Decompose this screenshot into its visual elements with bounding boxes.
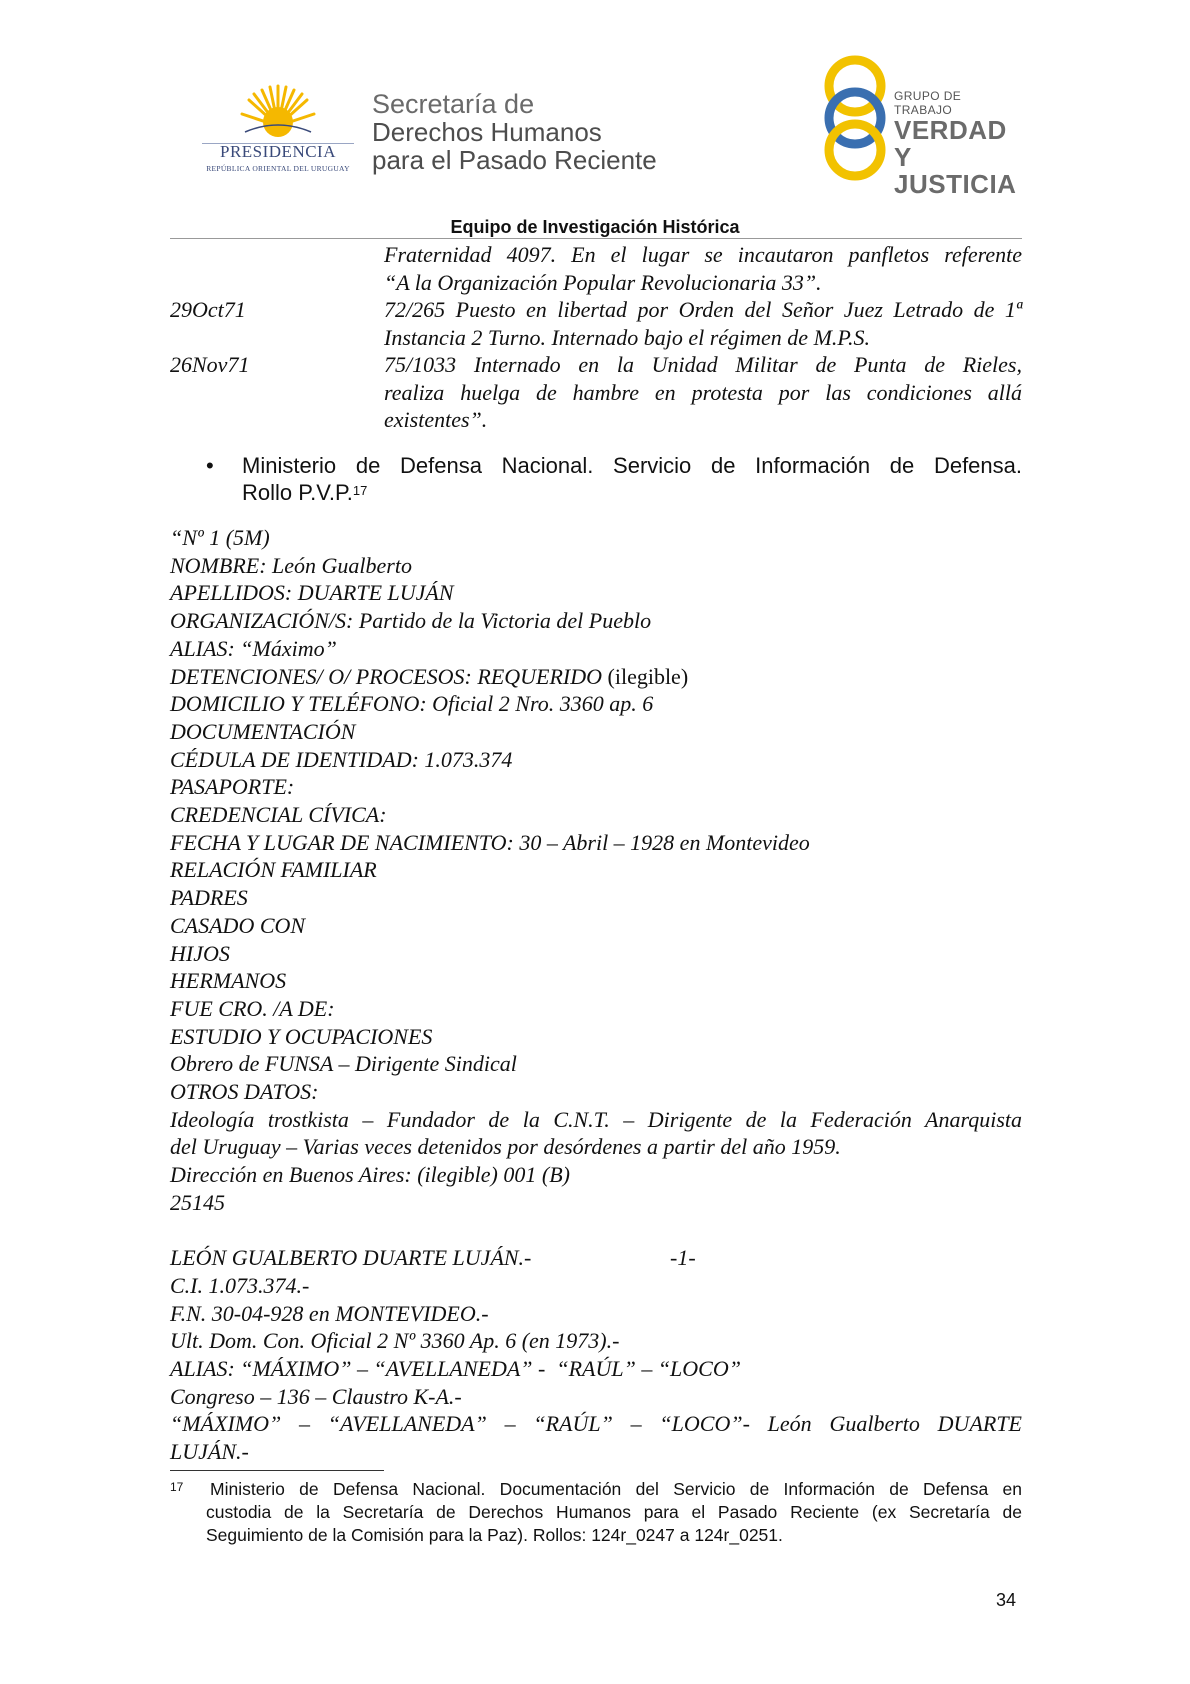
footnote-line: Ministerio de Defensa Nacional. Documentación del Servicio de Información de Defensa en: [210, 1479, 1022, 1499]
bullet-marker: •: [206, 453, 214, 478]
footnote-line: custodia de la Secretaría de Derechos Humanos para el Pasado Reciente (ex Secretaría de: [206, 1502, 1022, 1522]
record-line: CREDENCIAL CÍVICA:: [170, 802, 387, 828]
card2-line: Congreso – 136 – Claustro K-A.-: [170, 1383, 462, 1409]
secretaria-line-1: Secretaría de: [372, 89, 535, 119]
section-heading: Equipo de Investigación Histórica: [450, 217, 740, 237]
grupo-trabajo-label: GRUPO DE TRABAJO: [894, 89, 962, 117]
record-line: DOMICILIO Y TELÉFONO: Oficial 2 Nro. 3360 ap. 6: [170, 691, 654, 717]
record-line: Ideología trostkista – Fundador de la C.N.T. – Dirigente de la Federación Anarquista: [170, 1106, 1022, 1132]
record-line: “Nº 1 (5M): [170, 525, 270, 550]
card2-name: LEÓN GUALBERTO DUARTE LUJÁN.-: [170, 1245, 532, 1271]
entry-line: Fraternidad 4097. En el lugar se incautaron panfletos referente: [384, 242, 1022, 267]
header-rule: [170, 238, 1022, 239]
verdad-justicia-logo: [820, 54, 1020, 199]
record-line: del Uruguay – Varias veces detenidos por desórdenes a partir del año 1959.: [170, 1134, 841, 1160]
entry-line: 72/265 Puesto en libertad por Orden del Señor Juez Letrado de 1ª: [384, 297, 1022, 322]
verdad-justicia-text: [894, 89, 1020, 198]
illegible-note: (ilegible): [607, 663, 689, 689]
card2-line: ALIAS: “MÁXIMO” – “AVELLANEDA” - “RAÚL” – “LOCO”: [170, 1356, 741, 1382]
entry-description: [384, 241, 1022, 296]
record-line: DOCUMENTACIÓN: [170, 718, 356, 744]
secretaria-line-3: para el Pasado Reciente: [372, 145, 657, 175]
record-line: PASAPORTE:: [170, 774, 295, 800]
presidencia-name: PRESIDENCIA: [219, 142, 336, 161]
footnote-line: Seguimiento de la Comisión para la Paz). Rollos: 124r_0247 a 124r_0251.: [206, 1525, 783, 1545]
blank-line: [170, 1217, 1022, 1245]
record-line: Obrero de FUNSA – Dirigente Sindical: [170, 1051, 517, 1077]
entry-line: existentes”.: [384, 407, 488, 432]
card2-line: Ult. Dom. Con. Oficial 2 Nº 3360 Ap. 6 (en 1973).-: [170, 1328, 620, 1354]
entry-description: [384, 351, 1022, 434]
record-line: RELACIÓN FAMILIAR: [170, 857, 377, 883]
record-line: CÉDULA DE IDENTIDAD: 1.073.374: [170, 746, 513, 772]
card2-line: “MÁXIMO” – “AVELLANEDA” – “RAÚL” – “LOCO”- León Gualberto DUARTE: [170, 1411, 1022, 1437]
record-line: Dirección en Buenos Aires: (ilegible) 001 (B): [170, 1162, 570, 1188]
entry-description: [384, 296, 1022, 351]
entry-line: realiza huelga de hambre en protesta por las condiciones allá: [384, 379, 1022, 405]
footnote-number: 17: [170, 1480, 184, 1494]
record-transcription: [170, 524, 1022, 1466]
record-line: ORGANIZACIÓN/S: Partido de la Victoria del Pueblo: [170, 608, 652, 634]
entry-date: 29Oct71: [170, 297, 246, 322]
presidencia-logo: [198, 82, 358, 180]
record-line: HERMANOS: [170, 968, 287, 994]
record-line: FUE CRO. /A DE:: [170, 995, 335, 1021]
sun-emblem-icon: [240, 82, 316, 142]
card2-line: LUJÁN.-: [170, 1439, 249, 1465]
record-line: OTROS DATOS:: [170, 1079, 319, 1105]
record-line: ALIAS: “Máximo”: [170, 635, 337, 661]
entry-line: 75/1033 Internado en la Unidad Militar de Punta de Rieles,: [384, 352, 1022, 377]
entry-line: Instancia 2 Turno. Internado bajo el régimen de M.P.S.: [384, 324, 870, 350]
bullet-line-1: Ministerio de Defensa Nacional. Servicio de Información de Defensa.: [242, 453, 1022, 478]
verdad-y-label: VERDAD Y: [894, 115, 1007, 172]
record-line: FECHA Y LUGAR DE NACIMIENTO: 30 – Abril – 1928 en Montevideo: [170, 829, 810, 855]
record-line: APELLIDOS: DUARTE LUJÁN: [170, 580, 454, 606]
footnote-rule: [170, 1470, 384, 1471]
card2-line: F.N. 30-04-928 en MONTEVIDEO.-: [170, 1300, 489, 1326]
record-line: PADRES: [170, 885, 248, 911]
justicia-label: JUSTICIA: [894, 169, 1017, 199]
entry-date: 26Nov71: [170, 352, 250, 377]
page-number: 34: [996, 1590, 1017, 1610]
card2-line: C.I. 1.073.374.-: [170, 1272, 310, 1298]
card2-page-mark: -1-: [670, 1245, 696, 1271]
secretaria-title: [372, 90, 657, 174]
detenciones-label: DETENCIONES/ O/ PROCESOS: REQUERIDO: [170, 663, 603, 689]
footnote-text: [206, 1478, 1022, 1547]
card2-name-line: [170, 1244, 1022, 1272]
record-line: HIJOS: [170, 940, 230, 966]
entry-line: “A la Organización Popular Revolucionaria 33”.: [384, 269, 822, 295]
footnote-reference[interactable]: 17: [352, 483, 368, 498]
record-line: CASADO CON: [170, 912, 306, 938]
presidencia-subtitle: REPÚBLICA ORIENTAL DEL URUGUAY: [206, 164, 350, 173]
record-line: NOMBRE: León Gualberto: [170, 552, 412, 578]
bullet-text: [242, 452, 1022, 506]
secretaria-line-2: Derechos Humanos: [372, 117, 602, 147]
interlocked-rings-icon: [820, 54, 890, 182]
bullet-line-2: Rollo P.V.P.: [242, 480, 353, 505]
record-line: ESTUDIO Y OCUPACIONES: [170, 1023, 433, 1049]
record-line: 25145: [170, 1189, 225, 1215]
record-line-detenciones: [170, 663, 1022, 691]
